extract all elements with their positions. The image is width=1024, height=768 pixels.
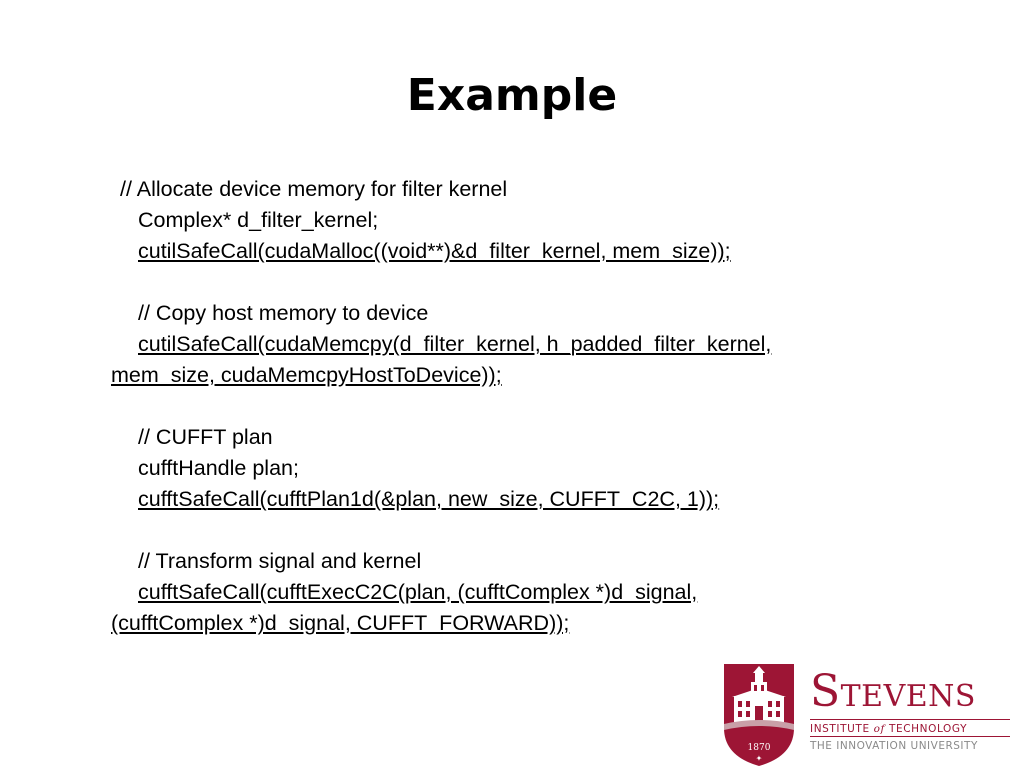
stevens-seal-icon [722, 660, 796, 768]
svg-text:✦: ✦ [755, 754, 763, 763]
code-line: cutilSafeCall(cudaMalloc((void**)&d_filter_kernel, mem_size)); [138, 239, 731, 263]
logo-tagline: THE INNOVATION UNIVERSITY [810, 736, 1010, 753]
code-line: Complex* d_filter_kernel; [138, 208, 379, 232]
code-line: mem_size, cudaMemcpyHostToDevice)); [111, 363, 502, 387]
stevens-logo [722, 660, 1012, 768]
logo-wordmark [810, 666, 1010, 753]
code-comment: // Transform signal and kernel [138, 549, 422, 573]
code-line: cufftSafeCall(cufftPlan1d(&plan, new_size, CUFFT_C2C, 1)); [138, 487, 720, 511]
code-line: cufftHandle plan; [138, 456, 299, 480]
logo-name: STEVENS [810, 666, 976, 717]
seal-year: 1870 [747, 743, 771, 753]
code-block [111, 174, 911, 639]
code-comment: // Allocate device memory for filter kernel [120, 177, 508, 201]
code-line: (cufftComplex *)d_signal, CUFFT_FORWARD)); [111, 611, 570, 635]
code-comment: // CUFFT plan [138, 425, 273, 449]
slide-title: Example [406, 70, 618, 121]
code-comment: // Copy host memory to device [138, 301, 429, 325]
code-line: cutilSafeCall(cudaMemcpy(d_filter_kernel, h_padded_filter_kernel, [138, 332, 772, 356]
code-line: cufftSafeCall(cufftExecC2C(plan, (cufftComplex *)d_signal, [138, 580, 698, 604]
logo-subtitle: INSTITUTE of TECHNOLOGY [810, 719, 1010, 736]
